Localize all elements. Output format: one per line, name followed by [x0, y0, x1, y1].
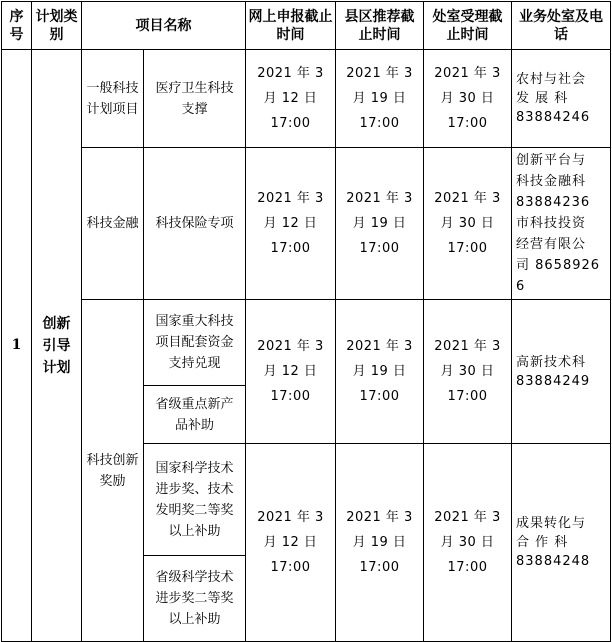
subcategory-finance: 科技金融 — [82, 148, 144, 300]
department-transfer — [512, 444, 611, 642]
deadline-line: 月 12 日 — [263, 364, 318, 379]
online-deadline-cell — [246, 50, 336, 148]
table-row — [2, 148, 611, 300]
county-deadline-cell — [336, 444, 424, 642]
header-office-deadline: 处室受理截止时间 — [424, 2, 512, 50]
deadline-line: 17:00 — [447, 116, 488, 131]
deadline-line: 月 19 日 — [352, 535, 407, 550]
header-category: 计划类别 — [32, 2, 82, 50]
department-line: 市科技投资 — [516, 216, 587, 231]
department-line: 高新技术科 — [516, 354, 587, 370]
deadline-line: 2021 年 3 — [434, 66, 501, 81]
plan-table — [1, 1, 611, 642]
deadline-line: 2021 年 3 — [346, 66, 413, 81]
project-national-award: 国家科学技术进步奖、技术发明奖二等奖以上补助 — [144, 444, 246, 556]
subcategory-award: 科技创新奖励 — [82, 300, 144, 642]
project-insurance: 科技保险专项 — [144, 148, 246, 300]
deadline-line: 2021 年 3 — [257, 339, 324, 354]
department-line: 创新平台与 — [516, 153, 587, 168]
deadline-line: 2021 年 3 — [434, 191, 501, 206]
department-line: 83884246 — [516, 110, 591, 125]
department-finance — [512, 148, 611, 300]
deadline-line: 月 19 日 — [352, 91, 407, 106]
department-line: 科技金融科 — [516, 174, 587, 189]
county-deadline-cell — [336, 300, 424, 444]
deadline-line: 17:00 — [270, 241, 311, 256]
office-deadline-cell — [424, 148, 512, 300]
deadline-line: 2021 年 3 — [257, 191, 324, 206]
deadline-line: 17:00 — [359, 241, 400, 256]
deadline-line: 月 30 日 — [440, 91, 495, 106]
department-hightech — [512, 300, 611, 444]
department-line: 83884236 — [516, 195, 591, 210]
department-line: 农村与社会 — [516, 72, 587, 87]
project-medical: 医疗卫生科技支撑 — [144, 50, 246, 148]
deadline-line: 2021 年 3 — [346, 510, 413, 525]
subcategory-general: 一般科技计划项目 — [82, 50, 144, 148]
office-deadline-cell — [424, 444, 512, 642]
category-cell: 创新引导计划 — [32, 50, 82, 642]
deadline-line: 月 19 日 — [352, 364, 407, 379]
deadline-line: 2021 年 3 — [434, 510, 501, 525]
header-seq: 序号 — [2, 2, 32, 50]
project-provincial-product: 省级重点新产品补助 — [144, 386, 246, 444]
online-deadline-cell — [246, 444, 336, 642]
department-line: 发 展 科 — [516, 91, 569, 106]
deadline-line: 17:00 — [359, 116, 400, 131]
deadline-line: 17:00 — [270, 116, 311, 131]
table-row — [2, 300, 611, 386]
online-deadline-cell — [246, 300, 336, 444]
department-line: 成果转化与 — [516, 516, 587, 531]
department-line: 司 86589266 — [516, 258, 601, 294]
deadline-line: 17:00 — [270, 389, 311, 404]
deadline-line: 月 30 日 — [440, 364, 495, 379]
deadline-line: 月 30 日 — [440, 535, 495, 550]
project-national-major: 国家重大科技项目配套资金支持兑现 — [144, 300, 246, 386]
deadline-line: 2021 年 3 — [434, 339, 501, 354]
deadline-line: 月 12 日 — [263, 216, 318, 231]
county-deadline-cell — [336, 148, 424, 300]
department-line: 经营有限公 — [516, 237, 587, 252]
deadline-line: 月 12 日 — [263, 91, 318, 106]
county-deadline-cell — [336, 50, 424, 148]
deadline-line: 17:00 — [359, 560, 400, 575]
deadline-line: 17:00 — [270, 560, 311, 575]
department-line: 83884249 — [516, 373, 591, 389]
header-county-deadline: 县区推荐截止时间 — [336, 2, 424, 50]
seq-cell: 1 — [2, 50, 32, 642]
department-line: 合 作 科 — [516, 535, 569, 550]
deadline-line: 月 19 日 — [352, 216, 407, 231]
deadline-line: 17:00 — [447, 241, 488, 256]
online-deadline-cell — [246, 148, 336, 300]
header-project-name: 项目名称 — [82, 2, 246, 50]
deadline-line: 月 12 日 — [263, 535, 318, 550]
header-row — [2, 2, 611, 50]
table-row — [2, 50, 611, 148]
deadline-line: 17:00 — [359, 389, 400, 404]
header-online-deadline: 网上申报截止时间 — [246, 2, 336, 50]
department-rural — [512, 50, 611, 148]
deadline-line: 17:00 — [447, 389, 488, 404]
project-provincial-award: 省级科学技术进步奖二等奖以上补助 — [144, 556, 246, 642]
deadline-line: 月 30 日 — [440, 216, 495, 231]
department-line: 83884248 — [516, 554, 591, 569]
deadline-line: 2021 年 3 — [346, 339, 413, 354]
deadline-line: 2021 年 3 — [346, 191, 413, 206]
office-deadline-cell — [424, 300, 512, 444]
deadline-line: 2021 年 3 — [257, 510, 324, 525]
deadline-line: 2021 年 3 — [257, 66, 324, 81]
office-deadline-cell — [424, 50, 512, 148]
deadline-line: 17:00 — [447, 560, 488, 575]
header-office-phone: 业务处室及电话 — [512, 2, 611, 50]
